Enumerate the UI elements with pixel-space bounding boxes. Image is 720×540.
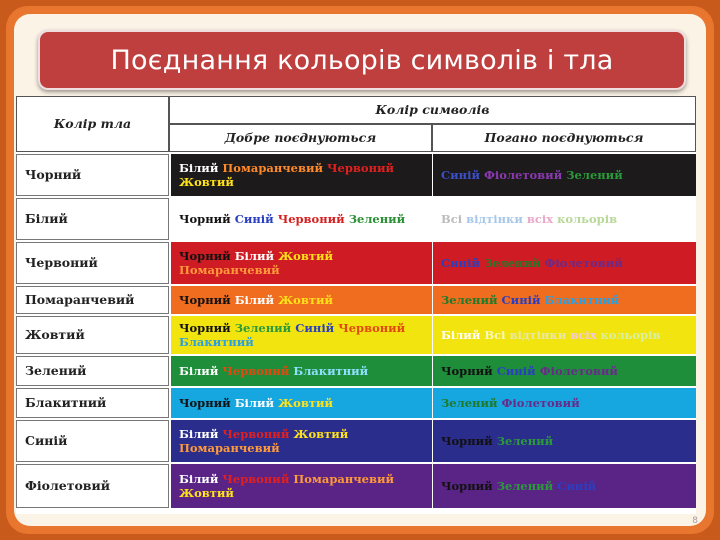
bad-color-word: Синій [441,256,480,270]
row-1-good-cell [171,198,432,240]
title-banner [38,30,686,90]
good-color-word: Білий [234,249,275,263]
good-color-word: Білий [179,427,219,441]
row-0-good-cell [171,154,432,196]
good-color-word: Білий [179,161,219,175]
good-color-word: Жовтий [179,175,234,189]
bad-color-word: Всі [441,212,463,226]
good-color-word: Білий [234,293,275,307]
good-color-word: Синій [234,212,274,226]
good-color-word: Помаранчевий [179,263,280,277]
row-4-background-name [16,316,169,354]
header-background: Колір тла [16,96,169,152]
good-color-word: Зелений [348,212,406,226]
row-4-good-cell [171,316,432,354]
background-name-label: Помаранчевий [25,292,135,307]
good-color-word: Чорний [179,249,231,263]
row-7-background-name [16,420,169,462]
row-3-bad-cell [433,286,696,314]
bad-color-word: кольорів [557,212,618,226]
good-color-word: Помаранчевий [293,472,395,486]
header-symbol: Колір символів [169,96,696,124]
bad-color-word: Зелений [441,396,498,410]
row-5-bad-cell [433,356,696,386]
good-color-word: Жовтий [278,396,334,410]
background-name-label: Чорний [25,167,82,182]
row-1-bad-cell [433,198,696,240]
good-color-word: Чорний [179,321,231,335]
bad-color-word: Зелений [484,256,541,270]
good-color-word: Зелений [234,321,292,335]
good-color-word: Жовтий [179,486,234,500]
row-8-bad-cell [433,464,696,508]
bad-color-word: Чорний [441,364,493,378]
good-color-word: Помаранчевий [179,441,280,455]
good-color-word: Жовтий [278,249,334,263]
good-color-word: Блакитний [179,335,254,349]
row-2-background-name [16,242,169,284]
good-color-word: Синій [295,321,335,335]
background-name-label: Синій [25,433,68,448]
row-5-good-cell [171,356,432,386]
bad-color-word: Синій [557,479,597,493]
bad-color-word: Синій [441,168,480,182]
good-color-word: Білий [179,472,219,486]
row-2-good-cell [171,242,432,284]
bad-color-word: відтінки [509,328,567,342]
background-name-label: Фіолетовий [25,478,111,493]
good-color-word: Жовтий [278,293,334,307]
bad-color-word: Зелений [496,434,554,448]
background-name-label: Зелений [25,363,87,378]
bad-color-word: Зелений [441,293,498,307]
row-8-background-name [16,464,169,508]
good-color-word: Блакитний [293,364,369,378]
good-color-word: Червоний [222,364,290,378]
bad-color-word: Блакитний [544,293,620,307]
row-0-bad-cell [433,154,696,196]
good-color-word: Чорний [179,293,231,307]
row-7-good-cell [171,420,432,462]
background-name-label: Блакитний [25,395,107,410]
row-4-bad-cell [433,316,696,354]
bad-color-word: Синій [501,293,541,307]
header-bad: Погано поєднуються [432,124,696,152]
slide-title: Поєднання кольорів символів і тла [110,44,614,76]
row-7-bad-cell [433,420,696,462]
bad-color-word: Всі [484,328,506,342]
row-6-background-name [16,388,169,418]
background-name-label: Білий [25,211,68,226]
row-6-bad-cell [433,388,696,418]
good-color-word: Червоний [338,321,406,335]
good-color-word: Червоний [222,427,290,441]
bad-color-word: Фіолетовий [501,396,580,410]
header-good: Добре поєднуються [169,124,432,152]
good-color-word: Білий [179,364,219,378]
row-5-background-name [16,356,169,386]
row-6-good-cell [171,388,432,418]
good-color-word: Чорний [179,396,231,410]
bad-color-word: кольорів [600,328,661,342]
good-color-word: Червоний [327,161,395,175]
background-name-label: Червоний [25,255,98,270]
bad-color-word: Зелений [566,168,623,182]
bad-color-word: Фіолетовий [544,256,623,270]
good-color-word: Жовтий [293,427,349,441]
color-table [16,96,696,514]
row-3-background-name [16,286,169,314]
good-color-word: Чорний [179,212,231,226]
good-color-word: Білий [234,396,275,410]
row-8-good-cell [171,464,432,508]
good-color-word: Червоний [277,212,345,226]
row-0-background-name [16,154,169,196]
bad-color-word: всіх [526,212,554,226]
bad-color-word: Чорний [441,479,493,493]
bad-color-word: Фіолетовий [539,364,618,378]
bad-color-word: всіх [570,328,597,342]
row-2-bad-cell [433,242,696,284]
good-color-word: Червоний [222,472,290,486]
bad-color-word: відтінки [466,212,523,226]
good-color-word: Помаранчевий [222,161,324,175]
bad-color-word: Фіолетовий [484,168,563,182]
bad-color-word: Білий [441,328,481,342]
row-1-background-name [16,198,169,240]
page-number: 8 [692,516,698,526]
background-name-label: Жовтий [25,327,85,342]
bad-color-word: Зелений [496,479,554,493]
bad-color-word: Синій [496,364,536,378]
bad-color-word: Чорний [441,434,493,448]
row-3-good-cell [171,286,432,314]
